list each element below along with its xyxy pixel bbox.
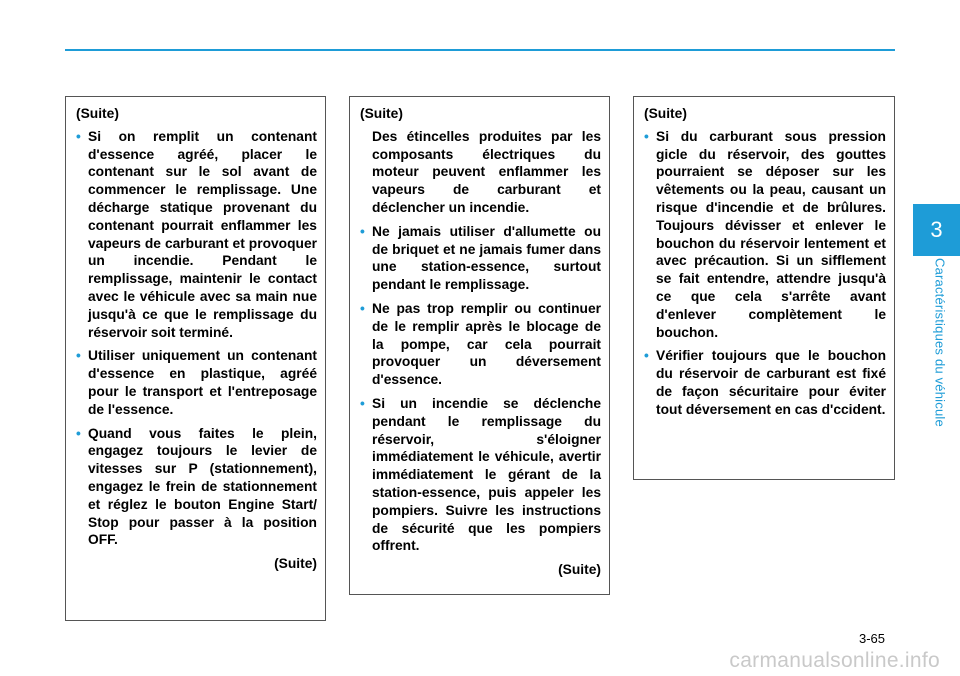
- chapter-tab: [913, 204, 960, 256]
- box-header: (Suite): [644, 106, 687, 121]
- watermark: carmanualsonline.info: [729, 649, 940, 672]
- bullet-icon: •: [644, 128, 649, 144]
- bullet-icon: •: [76, 128, 81, 144]
- list-item: [360, 300, 601, 389]
- bullet-icon: •: [644, 348, 649, 364]
- bullet-icon: •: [360, 300, 365, 316]
- page-number: 3-65: [859, 631, 886, 646]
- list-item: [644, 347, 886, 418]
- bullet-icon: •: [76, 425, 81, 441]
- continued-label: (Suite): [558, 562, 601, 578]
- intro-text: Des étincelles produites par les composants électriques du moteur peuvent enflammer les vapeurs de carburant et déclencher un incendie.: [372, 128, 601, 215]
- warning-box-1: [65, 96, 326, 621]
- list-item: [76, 347, 317, 418]
- warning-box-2: [349, 96, 610, 595]
- list-item: [360, 395, 601, 555]
- item-text: Quand vous faites le plein, engagez toujours le levier de vitesses sur P (stationnement), engagez le frein de stationnement et réglez le bouton Engine Start/ Stop pour passer à la position OFF.: [88, 425, 317, 548]
- header-rule: [65, 49, 895, 51]
- bullet-icon: •: [360, 395, 365, 411]
- bullet-icon: •: [360, 223, 365, 239]
- box-header: (Suite): [76, 106, 119, 121]
- list-item: [360, 223, 601, 294]
- item-text: Ne jamais utiliser d'allumette ou de briquet et ne jamais fumer dans une station-essence, surtout pendant le remplissage.: [372, 223, 601, 293]
- chapter-title: Caractéristiques du véhicule: [932, 258, 948, 427]
- item-text: Si du carburant sous pression gicle du réservoir, des gouttes pourraient se déposer sur les vêtements ou la peau, causant un risque d'incendie et de brûlures. Toujours dévisser et enlever le bouchon du réservoir lentement et avec précaution. Si un sifflement se fait entendre, attendre jusqu'à ce que cela s'arrête avant d'enlever complètement le bouchon.: [656, 128, 886, 340]
- bullet-icon: •: [76, 348, 81, 364]
- item-text: Utiliser uniquement un contenant d'essence en plastique, agréé pour le transport et l'entreposage de l'essence.: [88, 348, 317, 417]
- list-item: [644, 128, 886, 342]
- list-item: [76, 425, 317, 550]
- item-text: Ne pas trop remplir ou continuer de le remplir après le blocage de la pompe, car cela pourrait provoquer un déversement d'essence.: [372, 300, 601, 388]
- box-header: (Suite): [360, 106, 403, 121]
- warning-box-3: [633, 96, 895, 480]
- chapter-number: 3: [930, 217, 943, 242]
- item-text: Vérifier toujours que le bouchon du réservoir de carburant est fixé de façon sécuritaire pour éviter tout déversement en cas d'ccident.: [656, 348, 886, 417]
- item-text: Si on remplit un contenant d'essence agréé, placer le contenant sur le sol avant de commencer le remplissage. Une décharge statique provenant du contenant pourrait enflammer les vapeurs de carburant et provoquer un incendie. Pendant le remplissage, maintenir le contact avec le véhicule avec sa main nue jusqu'à ce que le remplissage du réservoir soit terminé.: [88, 128, 317, 340]
- continued-label: (Suite): [274, 556, 317, 572]
- item-text: Si un incendie se déclenche pendant le remplissage du réservoir, s'éloigner immédiatement le véhicule, avertir immédiatement le gérant de la station-essence, puis appeler les pompiers. Suivre les instructions de sécurité que les pompiers offrent.: [372, 395, 601, 554]
- list-item: [76, 128, 317, 342]
